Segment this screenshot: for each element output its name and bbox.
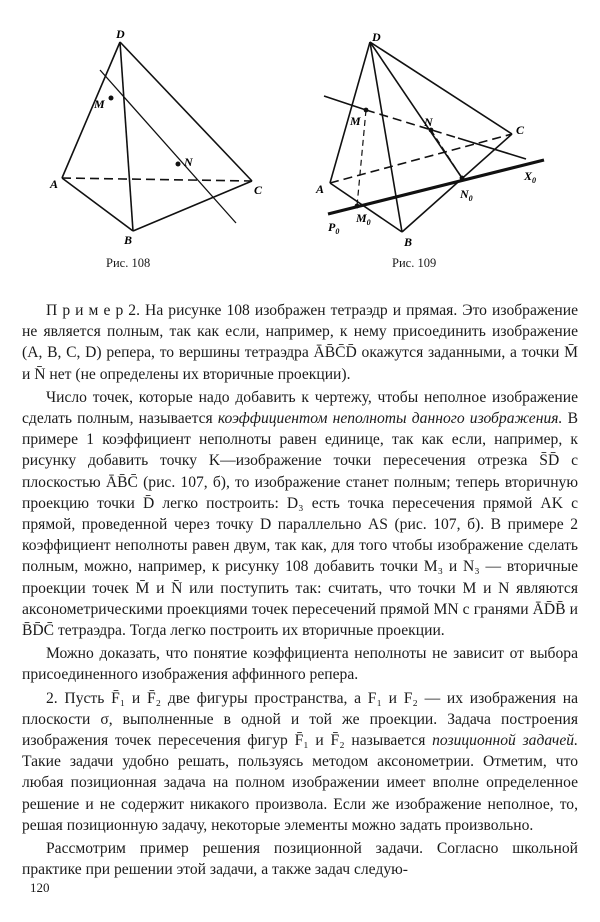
edge-BC [133, 181, 252, 231]
label-B: B [124, 233, 133, 247]
edge-DB [120, 42, 133, 231]
label-B: B [404, 235, 413, 249]
line-MN-hidden [366, 110, 458, 138]
label-A: A [50, 177, 59, 191]
label-C: C [254, 183, 263, 197]
point-M0 [355, 204, 360, 209]
edge-AD [62, 42, 120, 178]
caption-fig109: Рис. 109 [392, 256, 437, 270]
point-M [364, 108, 369, 113]
edge-AC-hidden [62, 178, 252, 181]
label-N: N [424, 115, 433, 129]
point-M [109, 96, 114, 101]
paragraph-example-intro: Рассмотрим пример решения позиционной задачи. Согласно школьной практике при решении этой задачи, а также задач следую- [22, 840, 578, 879]
label-A: A [316, 182, 325, 196]
edge-AB [62, 178, 133, 231]
label-P0: $P_0$ [328, 220, 340, 236]
paragraph-proof: Можно доказать, что понятие коэффициента неполноты не зависит от выбора присоединенного изображения аффинного репера. [22, 645, 578, 684]
body-text [22, 300, 578, 882]
line-MN-left [324, 96, 366, 110]
label-X0: $X_0$ [524, 169, 537, 185]
point-N [176, 162, 181, 167]
label-N0: $N_0$ [460, 187, 473, 203]
edge-DC [370, 42, 512, 134]
label-M0: $M_0$ [356, 211, 371, 227]
label-C: C [516, 123, 525, 137]
edge-AD [330, 42, 370, 183]
line-MN-right [458, 138, 526, 159]
label-D: D [372, 30, 381, 44]
label-D: D [116, 27, 125, 41]
label-N: N [184, 155, 193, 169]
point-N0 [460, 176, 465, 181]
line-P0X0 [328, 160, 544, 214]
paragraph-example-2: П р и м е р 2. На рисунке 108 изображен тетраэдр и прямая. Это изображение не является полным, так как если, например, к нему присоединить изображение (A, B, C, D) репера, то вершины тетраэдра ĀB̄C̄D̄ окажутся заданными, а точки M̄ и N̄ нет (не определены их вторичные проекции). [22, 302, 578, 383]
label-M: M [94, 97, 105, 111]
paragraph-incompleteness: Число точек, которые надо добавить к чертежу, чтобы неполное изображение сделать полным, называется коэффициентом неполноты данного изображения. В примере 1 коэффициент неполноты равен единице, так как если, например, к рисунку добавить точку K—изображение точки пересечения отрезка S̄D̄ с плоскостью ĀB̄C̄ (рис. 107, б), то изображение станет полным; теперь вторичную проекцию точки D̄ легко построить: D₃ есть точка пересечения прямой AK с прямой, проведенной через точку D параллельно AS (рис. 107, б). В примере 2 коэффициент неполноты равен двум, так как, для того чтобы изображение сделать полным, можно, например, к рисунку 108 добавить точки M₃ и N₃ — вторичные проекции точек M̄ и N̄ или поступить так: считать, что точки M и N являются аксонометрическими проекциями точек пересечений прямой MN с гранями ĀD̄B̄ и B̄D̄C̄ тетраэдра. Тогда легко построить их вторичные проекции. [22, 388, 578, 640]
figure-108 [40, 27, 280, 247]
label-M: M [350, 114, 361, 128]
figure-109 [310, 28, 560, 268]
caption-fig108: Рис. 108 [106, 256, 151, 270]
page-number: 120 [30, 880, 50, 895]
paragraph-positional-task: 2. Пусть F̄₁ и F̄₂ две фигуры пространства, а F₁ и F₂ — их изображения на плоскости σ, выполненные в одной и той же проекции. Задача построения изображения точек пересечения фигур F̄₁ и F̄₂ называется позиционной задачей. Такие задачи удобно решать, пользуясь методом аксонометрии. Отметим, что любая позиционная задача на полном изображении имеет вполне определенное решение и не содержит никакого произвола. Если же изображение неполное, то, решая позиционную задачу, некоторые элементы можно задать произвольно. [22, 689, 578, 834]
